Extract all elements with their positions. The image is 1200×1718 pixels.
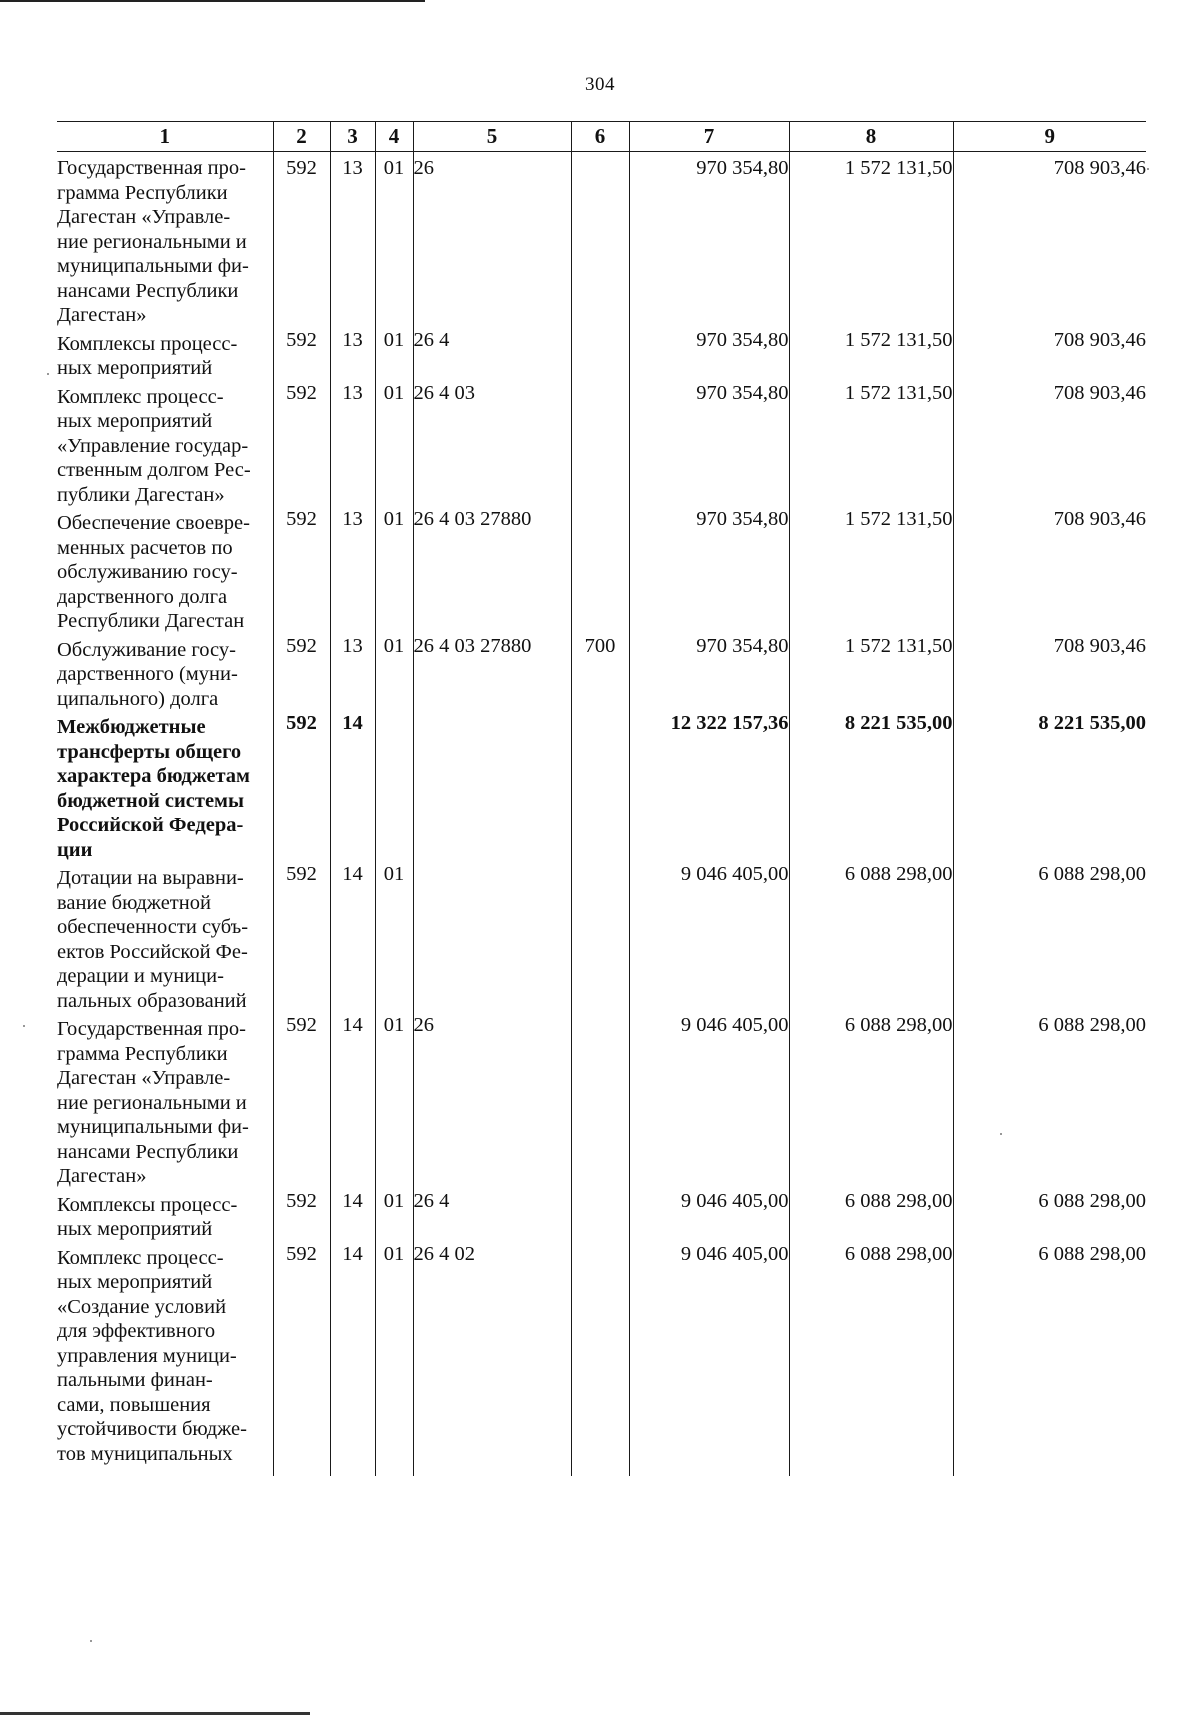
column-header-8: 8 xyxy=(789,122,953,152)
section-cell: 14 xyxy=(330,711,375,862)
amount-col7-cell: 9 046 405,00 xyxy=(629,1242,789,1477)
column-header-1: 1 xyxy=(57,122,273,152)
scan-speck xyxy=(23,1025,25,1027)
subsection-cell xyxy=(375,711,413,862)
table-row xyxy=(57,507,1146,634)
amount-col8-cell: 1 572 131,50 xyxy=(789,507,953,634)
target-article-cell: 26 4 02 xyxy=(413,1242,571,1477)
row-name-cell: Государственная про- грамма Республики Дагестан «Управле- ние региональными и муниципальными фи- нансами Республики Дагестан» xyxy=(57,1013,273,1189)
amount-col8-cell: 6 088 298,00 xyxy=(789,1189,953,1242)
table-row xyxy=(57,862,1146,1013)
subsection-cell: 01 xyxy=(375,507,413,634)
target-article-cell: 26 4 03 xyxy=(413,381,571,508)
section-cell: 14 xyxy=(330,1013,375,1189)
amount-col7-cell: 12 322 157,36 xyxy=(629,711,789,862)
admin-code-cell: 592 xyxy=(273,381,330,508)
expense-type-cell: 700 xyxy=(571,634,629,712)
table-row xyxy=(57,711,1146,862)
scan-speck xyxy=(1000,1133,1002,1135)
subsection-cell: 01 xyxy=(375,328,413,381)
amount-col8-cell: 1 572 131,50 xyxy=(789,152,953,328)
section-cell: 14 xyxy=(330,1189,375,1242)
expense-type-cell xyxy=(571,381,629,508)
admin-code-cell: 592 xyxy=(273,507,330,634)
scan-speck xyxy=(47,373,49,375)
scan-edge-line-top xyxy=(0,0,425,2)
admin-code-cell: 592 xyxy=(273,1013,330,1189)
target-article-cell xyxy=(413,862,571,1013)
amount-col8-cell: 1 572 131,50 xyxy=(789,381,953,508)
amount-col9-cell: 6 088 298,00 xyxy=(953,862,1146,1013)
header-row xyxy=(57,122,1146,152)
row-name-cell: Комплекс процесс- ных мероприятий «Управление государ- ственным долгом Рес- публики Дагестан» xyxy=(57,381,273,508)
amount-col9-cell: 708 903,46 xyxy=(953,381,1146,508)
amount-col7-cell: 9 046 405,00 xyxy=(629,862,789,1013)
table-row xyxy=(57,1189,1146,1242)
amount-col7-cell: 970 354,80 xyxy=(629,381,789,508)
amount-col9-cell: 708 903,46 xyxy=(953,634,1146,712)
amount-col7-cell: 9 046 405,00 xyxy=(629,1013,789,1189)
expense-type-cell xyxy=(571,152,629,328)
page-number: 304 xyxy=(585,74,615,95)
section-cell: 13 xyxy=(330,381,375,508)
row-name-cell: Межбюджетные трансферты общего характера бюджетам бюджетной системы Российской Федера- ции xyxy=(57,711,273,862)
budget-table xyxy=(57,121,1146,1476)
amount-col7-cell: 970 354,80 xyxy=(629,328,789,381)
amount-col9-cell: 8 221 535,00 xyxy=(953,711,1146,862)
section-cell: 14 xyxy=(330,1242,375,1477)
amount-col7-cell: 970 354,80 xyxy=(629,152,789,328)
subsection-cell: 01 xyxy=(375,634,413,712)
amount-col7-cell: 9 046 405,00 xyxy=(629,1189,789,1242)
expense-type-cell xyxy=(571,507,629,634)
table-body xyxy=(57,152,1146,1477)
admin-code-cell: 592 xyxy=(273,1242,330,1477)
admin-code-cell: 592 xyxy=(273,634,330,712)
column-header-2: 2 xyxy=(273,122,330,152)
amount-col9-cell: 708 903,46 xyxy=(953,328,1146,381)
target-article-cell: 26 4 03 27880 xyxy=(413,507,571,634)
amount-col7-cell: 970 354,80 xyxy=(629,507,789,634)
scan-edge-line-bottom xyxy=(0,1712,310,1715)
row-name-cell: Обслуживание госу- дарственного (муни- ципального) долга xyxy=(57,634,273,712)
subsection-cell: 01 xyxy=(375,1189,413,1242)
admin-code-cell: 592 xyxy=(273,1189,330,1242)
row-name-cell: Государственная про- грамма Республики Дагестан «Управле- ние региональными и муниципальными фи- нансами Республики Дагестан» xyxy=(57,152,273,328)
amount-col9-cell: 708 903,46 xyxy=(953,152,1146,328)
column-header-4: 4 xyxy=(375,122,413,152)
row-name-cell: Дотации на выравни- вание бюджетной обеспеченности субъ- ектов Российской Фе- дерации и муници- пальных образований xyxy=(57,862,273,1013)
row-name-cell: Комплексы процесс- ных мероприятий xyxy=(57,328,273,381)
amount-col8-cell: 6 088 298,00 xyxy=(789,1242,953,1477)
admin-code-cell: 592 xyxy=(273,328,330,381)
scan-speck xyxy=(90,1640,92,1642)
amount-col9-cell: 6 088 298,00 xyxy=(953,1189,1146,1242)
expense-type-cell xyxy=(571,711,629,862)
column-header-3: 3 xyxy=(330,122,375,152)
amount-col9-cell: 708 903,46 xyxy=(953,507,1146,634)
amount-col8-cell: 8 221 535,00 xyxy=(789,711,953,862)
subsection-cell: 01 xyxy=(375,1013,413,1189)
target-article-cell: 26 xyxy=(413,152,571,328)
amount-col7-cell: 970 354,80 xyxy=(629,634,789,712)
target-article-cell: 26 4 03 27880 xyxy=(413,634,571,712)
table-row xyxy=(57,634,1146,712)
table-row xyxy=(57,1013,1146,1189)
target-article-cell xyxy=(413,711,571,862)
column-header-6: 6 xyxy=(571,122,629,152)
amount-col8-cell: 1 572 131,50 xyxy=(789,328,953,381)
expense-type-cell xyxy=(571,1242,629,1477)
expense-type-cell xyxy=(571,328,629,381)
row-name-cell: Комплексы процесс- ных мероприятий xyxy=(57,1189,273,1242)
column-header-7: 7 xyxy=(629,122,789,152)
admin-code-cell: 592 xyxy=(273,152,330,328)
subsection-cell: 01 xyxy=(375,152,413,328)
table-row xyxy=(57,1242,1146,1477)
table-header xyxy=(57,122,1146,152)
expense-type-cell xyxy=(571,1189,629,1242)
section-cell: 13 xyxy=(330,507,375,634)
subsection-cell: 01 xyxy=(375,862,413,1013)
expense-type-cell xyxy=(571,862,629,1013)
scan-speck xyxy=(1147,168,1149,170)
section-cell: 13 xyxy=(330,328,375,381)
subsection-cell: 01 xyxy=(375,1242,413,1477)
amount-col8-cell: 1 572 131,50 xyxy=(789,634,953,712)
admin-code-cell: 592 xyxy=(273,711,330,862)
column-header-9: 9 xyxy=(953,122,1146,152)
section-cell: 13 xyxy=(330,634,375,712)
amount-col8-cell: 6 088 298,00 xyxy=(789,862,953,1013)
table-row xyxy=(57,328,1146,381)
admin-code-cell: 592 xyxy=(273,862,330,1013)
section-cell: 13 xyxy=(330,152,375,328)
expense-type-cell xyxy=(571,1013,629,1189)
row-name-cell: Обеспечение своевре- менных расчетов по обслуживанию госу- дарственного долга Республики Дагестан xyxy=(57,507,273,634)
target-article-cell: 26 xyxy=(413,1013,571,1189)
amount-col9-cell: 6 088 298,00 xyxy=(953,1013,1146,1189)
table-row xyxy=(57,381,1146,508)
row-name-cell: Комплекс процесс- ных мероприятий «Создание условий для эффективного управления муници- пальными финан- сами, повышения устойчивости бюдже- тов муниципальных xyxy=(57,1242,273,1477)
target-article-cell: 26 4 xyxy=(413,1189,571,1242)
table-row xyxy=(57,152,1146,328)
column-header-5: 5 xyxy=(413,122,571,152)
amount-col9-cell: 6 088 298,00 xyxy=(953,1242,1146,1477)
amount-col8-cell: 6 088 298,00 xyxy=(789,1013,953,1189)
target-article-cell: 26 4 xyxy=(413,328,571,381)
subsection-cell: 01 xyxy=(375,381,413,508)
section-cell: 14 xyxy=(330,862,375,1013)
